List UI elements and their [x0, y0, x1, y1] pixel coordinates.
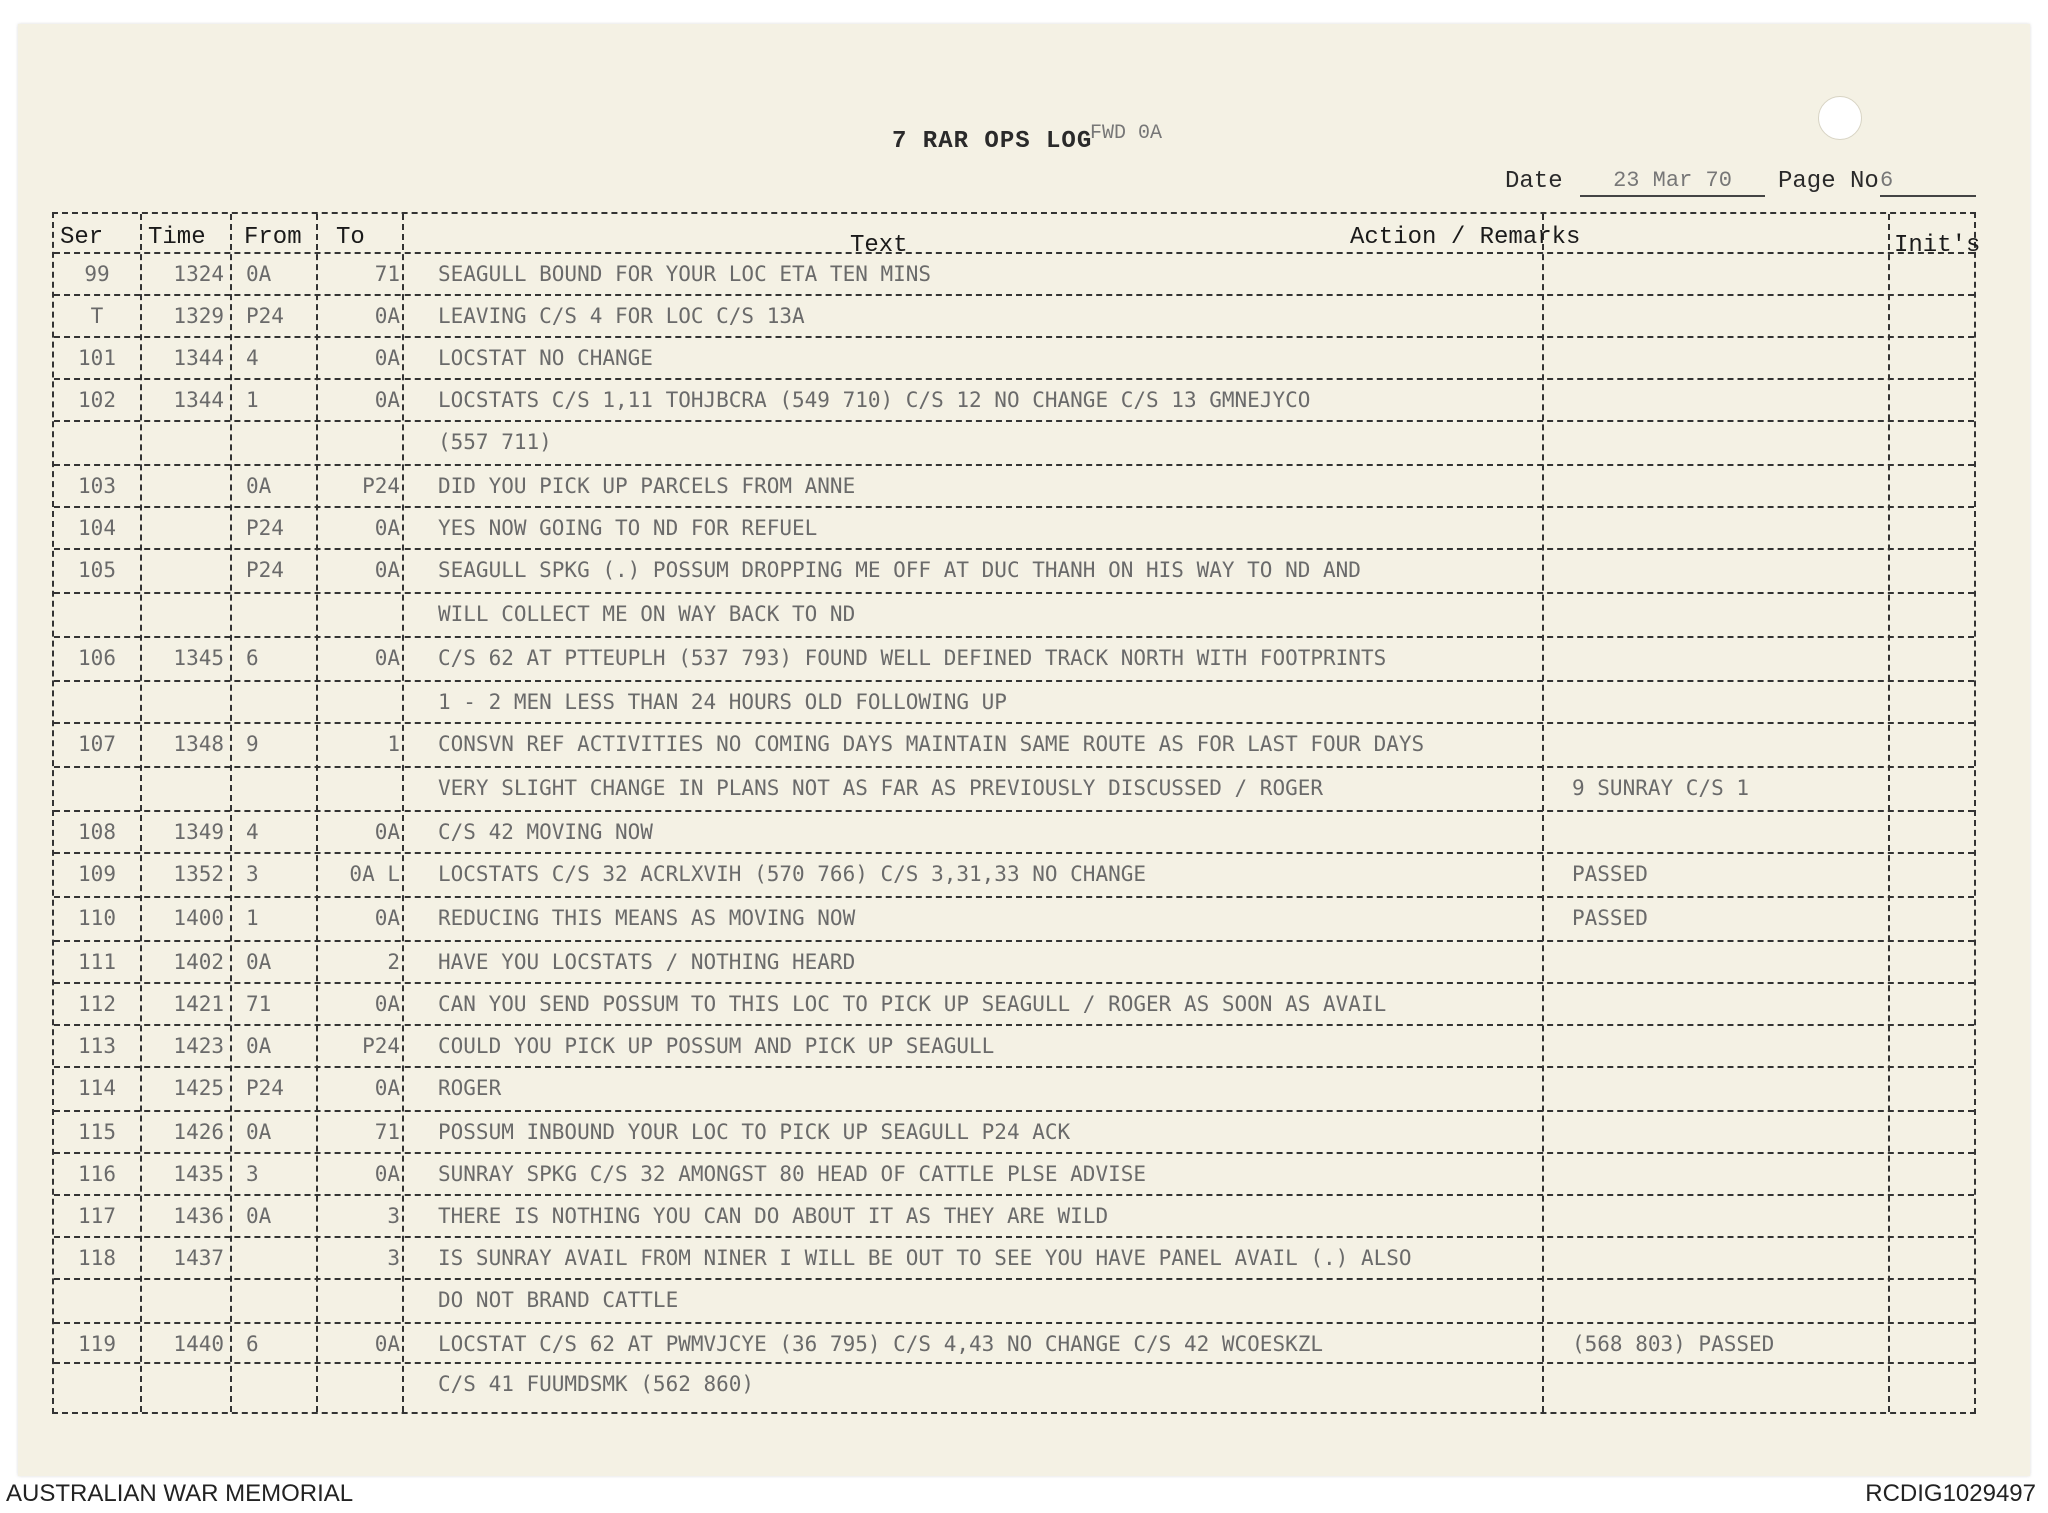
- cell-from: 0A: [246, 1034, 272, 1058]
- header-action: Action / Remarks: [1350, 224, 1581, 251]
- cell-from: 71: [246, 992, 272, 1016]
- cell-from: 0A: [246, 262, 272, 286]
- header-inits: Init's: [1894, 232, 1981, 259]
- cell-to: 0A: [374, 388, 400, 412]
- cell-from: 0A: [246, 1204, 272, 1228]
- row-divider: [54, 464, 1974, 466]
- cell-text: POSSUM INBOUND YOUR LOC TO PICK UP SEAGULL P24 ACK: [438, 1120, 1071, 1144]
- punch-hole: [1818, 96, 1862, 140]
- cell-text: LOCSTAT NO CHANGE: [438, 346, 653, 370]
- cell-text: DID YOU PICK UP PARCELS FROM ANNE: [438, 474, 856, 498]
- row-divider: [54, 722, 1974, 724]
- cell-text: LEAVING C/S 4 FOR LOC C/S 13A: [438, 304, 805, 328]
- row-divider: [54, 252, 1974, 254]
- cell-ser: 107: [78, 732, 116, 756]
- row-divider: [54, 940, 1974, 942]
- row-divider: [54, 896, 1974, 898]
- cell-from: P24: [246, 516, 284, 540]
- cell-text: LOCSTATS C/S 32 ACRLXVIH (570 766) C/S 3,31,33 NO CHANGE: [438, 862, 1147, 886]
- footer-left: AUSTRALIAN WAR MEMORIAL: [6, 1480, 354, 1507]
- cell-text: YES NOW GOING TO ND FOR REFUEL: [438, 516, 818, 540]
- row-divider: [54, 1278, 1974, 1280]
- row-divider: [54, 548, 1974, 550]
- cell-ser: 114: [78, 1076, 116, 1100]
- cell-ser: 106: [78, 646, 116, 670]
- header-text: Text: [850, 232, 908, 259]
- cell-to: 0A: [374, 1076, 400, 1100]
- cell-time: 1349: [173, 820, 224, 844]
- header-time: Time: [148, 224, 206, 251]
- cell-time: 1402: [173, 950, 224, 974]
- cell-ser: 103: [78, 474, 116, 498]
- cell-ser: 116: [78, 1162, 116, 1186]
- row-divider: [54, 1066, 1974, 1068]
- cell-ser: T: [90, 304, 104, 328]
- page-label: Page No: [1778, 168, 1879, 195]
- cell-action: PASSED: [1572, 906, 1648, 930]
- cell-from: 4: [246, 346, 259, 370]
- cell-to: 0A: [374, 992, 400, 1016]
- page-value: 6: [1880, 168, 1976, 197]
- row-divider: [54, 294, 1974, 296]
- header-from: From: [244, 224, 302, 251]
- cell-to: P24: [362, 1034, 400, 1058]
- row-divider: [54, 636, 1974, 638]
- cell-to: 0A: [374, 1162, 400, 1186]
- row-divider: [54, 766, 1974, 768]
- cell-text: HAVE YOU LOCSTATS / NOTHING HEARD: [438, 950, 856, 974]
- cell-from: P24: [246, 304, 284, 328]
- cell-to: 0A: [374, 516, 400, 540]
- cell-to: 0A L: [349, 862, 400, 886]
- cell-from: P24: [246, 558, 284, 582]
- row-divider: [54, 1110, 1974, 1112]
- cell-ser: 117: [78, 1204, 116, 1228]
- cell-ser: 118: [78, 1246, 116, 1270]
- cell-from: 3: [246, 1162, 259, 1186]
- row-divider: [54, 420, 1974, 422]
- cell-time: 1345: [173, 646, 224, 670]
- cell-to: 0A: [374, 1332, 400, 1356]
- cell-from: 0A: [246, 1120, 272, 1144]
- cell-ser: 115: [78, 1120, 116, 1144]
- cell-text: LOCSTATS C/S 1,11 TOHJBCRA (549 710) C/S 12 NO CHANGE C/S 13 GMNEJYCO: [438, 388, 1311, 412]
- cell-text: C/S 62 AT PTTEUPLH (537 793) FOUND WELL DEFINED TRACK NORTH WITH FOOTPRINTS: [438, 646, 1387, 670]
- title-insert: FWD 0A: [1090, 122, 1163, 145]
- cell-text: THERE IS NOTHING YOU CAN DO ABOUT IT AS THEY ARE WILD: [438, 1204, 1109, 1228]
- row-divider: [54, 982, 1974, 984]
- cell-to: 0A: [374, 820, 400, 844]
- cell-to: 0A: [374, 558, 400, 582]
- row-divider: [54, 378, 1974, 380]
- cell-text: VERY SLIGHT CHANGE IN PLANS NOT AS FAR AS PREVIOUSLY DISCUSSED / ROGER: [438, 776, 1324, 800]
- cell-time: 1329: [173, 304, 224, 328]
- cell-time: 1344: [173, 346, 224, 370]
- cell-time: 1423: [173, 1034, 224, 1058]
- cell-time: 1348: [173, 732, 224, 756]
- cell-time: 1436: [173, 1204, 224, 1228]
- cell-text: IS SUNRAY AVAIL FROM NINER I WILL BE OUT TO SEE YOU HAVE PANEL AVAIL (.) ALSO: [438, 1246, 1412, 1270]
- cell-to: 3: [387, 1204, 400, 1228]
- document-title: 7 RAR OPS LOG: [892, 128, 1093, 155]
- footer-right: RCDIG1029497: [1865, 1480, 2036, 1507]
- cell-from: 1: [246, 388, 259, 412]
- cell-time: 1352: [173, 862, 224, 886]
- row-divider: [54, 506, 1974, 508]
- cell-time: 1425: [173, 1076, 224, 1100]
- cell-ser: 111: [78, 950, 116, 974]
- cell-ser: 108: [78, 820, 116, 844]
- header-to: To: [336, 224, 365, 251]
- cell-text: DO NOT BRAND CATTLE: [438, 1288, 679, 1312]
- cell-ser: 109: [78, 862, 116, 886]
- row-divider: [54, 1194, 1974, 1196]
- cell-text: (557 711): [438, 430, 552, 454]
- cell-to: P24: [362, 474, 400, 498]
- cell-text: COULD YOU PICK UP POSSUM AND PICK UP SEAGULL: [438, 1034, 995, 1058]
- row-divider: [54, 1152, 1974, 1154]
- cell-text: ROGER: [438, 1076, 502, 1100]
- cell-time: 1426: [173, 1120, 224, 1144]
- cell-time: 1440: [173, 1332, 224, 1356]
- cell-from: 0A: [246, 474, 272, 498]
- cell-text: CONSVN REF ACTIVITIES NO COMING DAYS MAINTAIN SAME ROUTE AS FOR LAST FOUR DAYS: [438, 732, 1425, 756]
- cell-from: 6: [246, 1332, 259, 1356]
- cell-from: P24: [246, 1076, 284, 1100]
- row-divider: [54, 592, 1974, 594]
- row-divider: [54, 810, 1974, 812]
- cell-from: 1: [246, 906, 259, 930]
- cell-ser: 112: [78, 992, 116, 1016]
- cell-ser: 119: [78, 1332, 116, 1356]
- cell-ser: 101: [78, 346, 116, 370]
- cell-to: 71: [374, 1120, 400, 1144]
- cell-action: 9 SUNRAY C/S 1: [1572, 776, 1750, 800]
- cell-text: LOCSTAT C/S 62 AT PWMVJCYE (36 795) C/S 4,43 NO CHANGE C/S 42 WCOESKZL: [438, 1332, 1324, 1356]
- cell-from: 4: [246, 820, 259, 844]
- cell-ser: 102: [78, 388, 116, 412]
- cell-to: 2: [387, 950, 400, 974]
- log-table: [52, 212, 1981, 1414]
- cell-time: 1324: [173, 262, 224, 286]
- date-value: 23 Mar 70: [1580, 168, 1765, 197]
- cell-to: 0A: [374, 346, 400, 370]
- cell-ser: 105: [78, 558, 116, 582]
- cell-to: 0A: [374, 304, 400, 328]
- date-label: Date: [1505, 168, 1563, 195]
- cell-time: 1437: [173, 1246, 224, 1270]
- cell-to: 71: [374, 262, 400, 286]
- cell-to: 1: [387, 732, 400, 756]
- cell-time: 1400: [173, 906, 224, 930]
- cell-ser: 104: [78, 516, 116, 540]
- cell-from: 0A: [246, 950, 272, 974]
- cell-text: SEAGULL BOUND FOR YOUR LOC ETA TEN MINS: [438, 262, 932, 286]
- cell-time: 1435: [173, 1162, 224, 1186]
- cell-text: C/S 42 MOVING NOW: [438, 820, 653, 844]
- col-divider: [1542, 214, 1544, 1412]
- cell-ser: 113: [78, 1034, 116, 1058]
- cell-text: 1 - 2 MEN LESS THAN 24 HOURS OLD FOLLOWING UP: [438, 690, 1007, 714]
- cell-ser: 110: [78, 906, 116, 930]
- cell-time: 1344: [173, 388, 224, 412]
- cell-text: SEAGULL SPKG (.) POSSUM DROPPING ME OFF AT DUC THANH ON HIS WAY TO ND AND: [438, 558, 1361, 582]
- header-ser: Ser: [60, 224, 104, 251]
- cell-text: CAN YOU SEND POSSUM TO THIS LOC TO PICK UP SEAGULL / ROGER AS SOON AS AVAIL: [438, 992, 1387, 1016]
- cell-text: WILL COLLECT ME ON WAY BACK TO ND: [438, 602, 856, 626]
- col-divider: [1888, 214, 1890, 1412]
- row-divider: [54, 852, 1974, 854]
- cell-time: 1421: [173, 992, 224, 1016]
- row-divider: [54, 680, 1974, 682]
- cell-action: PASSED: [1572, 862, 1648, 886]
- cell-from: 6: [246, 646, 259, 670]
- cell-to: 3: [387, 1246, 400, 1270]
- cell-text: SUNRAY SPKG C/S 32 AMONGST 80 HEAD OF CATTLE PLSE ADVISE: [438, 1162, 1147, 1186]
- cell-text: C/S 41 FUUMDSMK (562 860): [438, 1372, 755, 1396]
- cell-from: 3: [246, 862, 259, 886]
- row-divider: [54, 1024, 1974, 1026]
- cell-action: (568 803) PASSED: [1572, 1332, 1775, 1356]
- cell-to: 0A: [374, 906, 400, 930]
- cell-ser: 99: [84, 262, 110, 286]
- cell-from: 9: [246, 732, 259, 756]
- row-divider: [54, 1362, 1974, 1364]
- cell-text: REDUCING THIS MEANS AS MOVING NOW: [438, 906, 856, 930]
- row-divider: [54, 336, 1974, 338]
- row-divider: [54, 1322, 1974, 1324]
- cell-to: 0A: [374, 646, 400, 670]
- row-divider: [54, 1236, 1974, 1238]
